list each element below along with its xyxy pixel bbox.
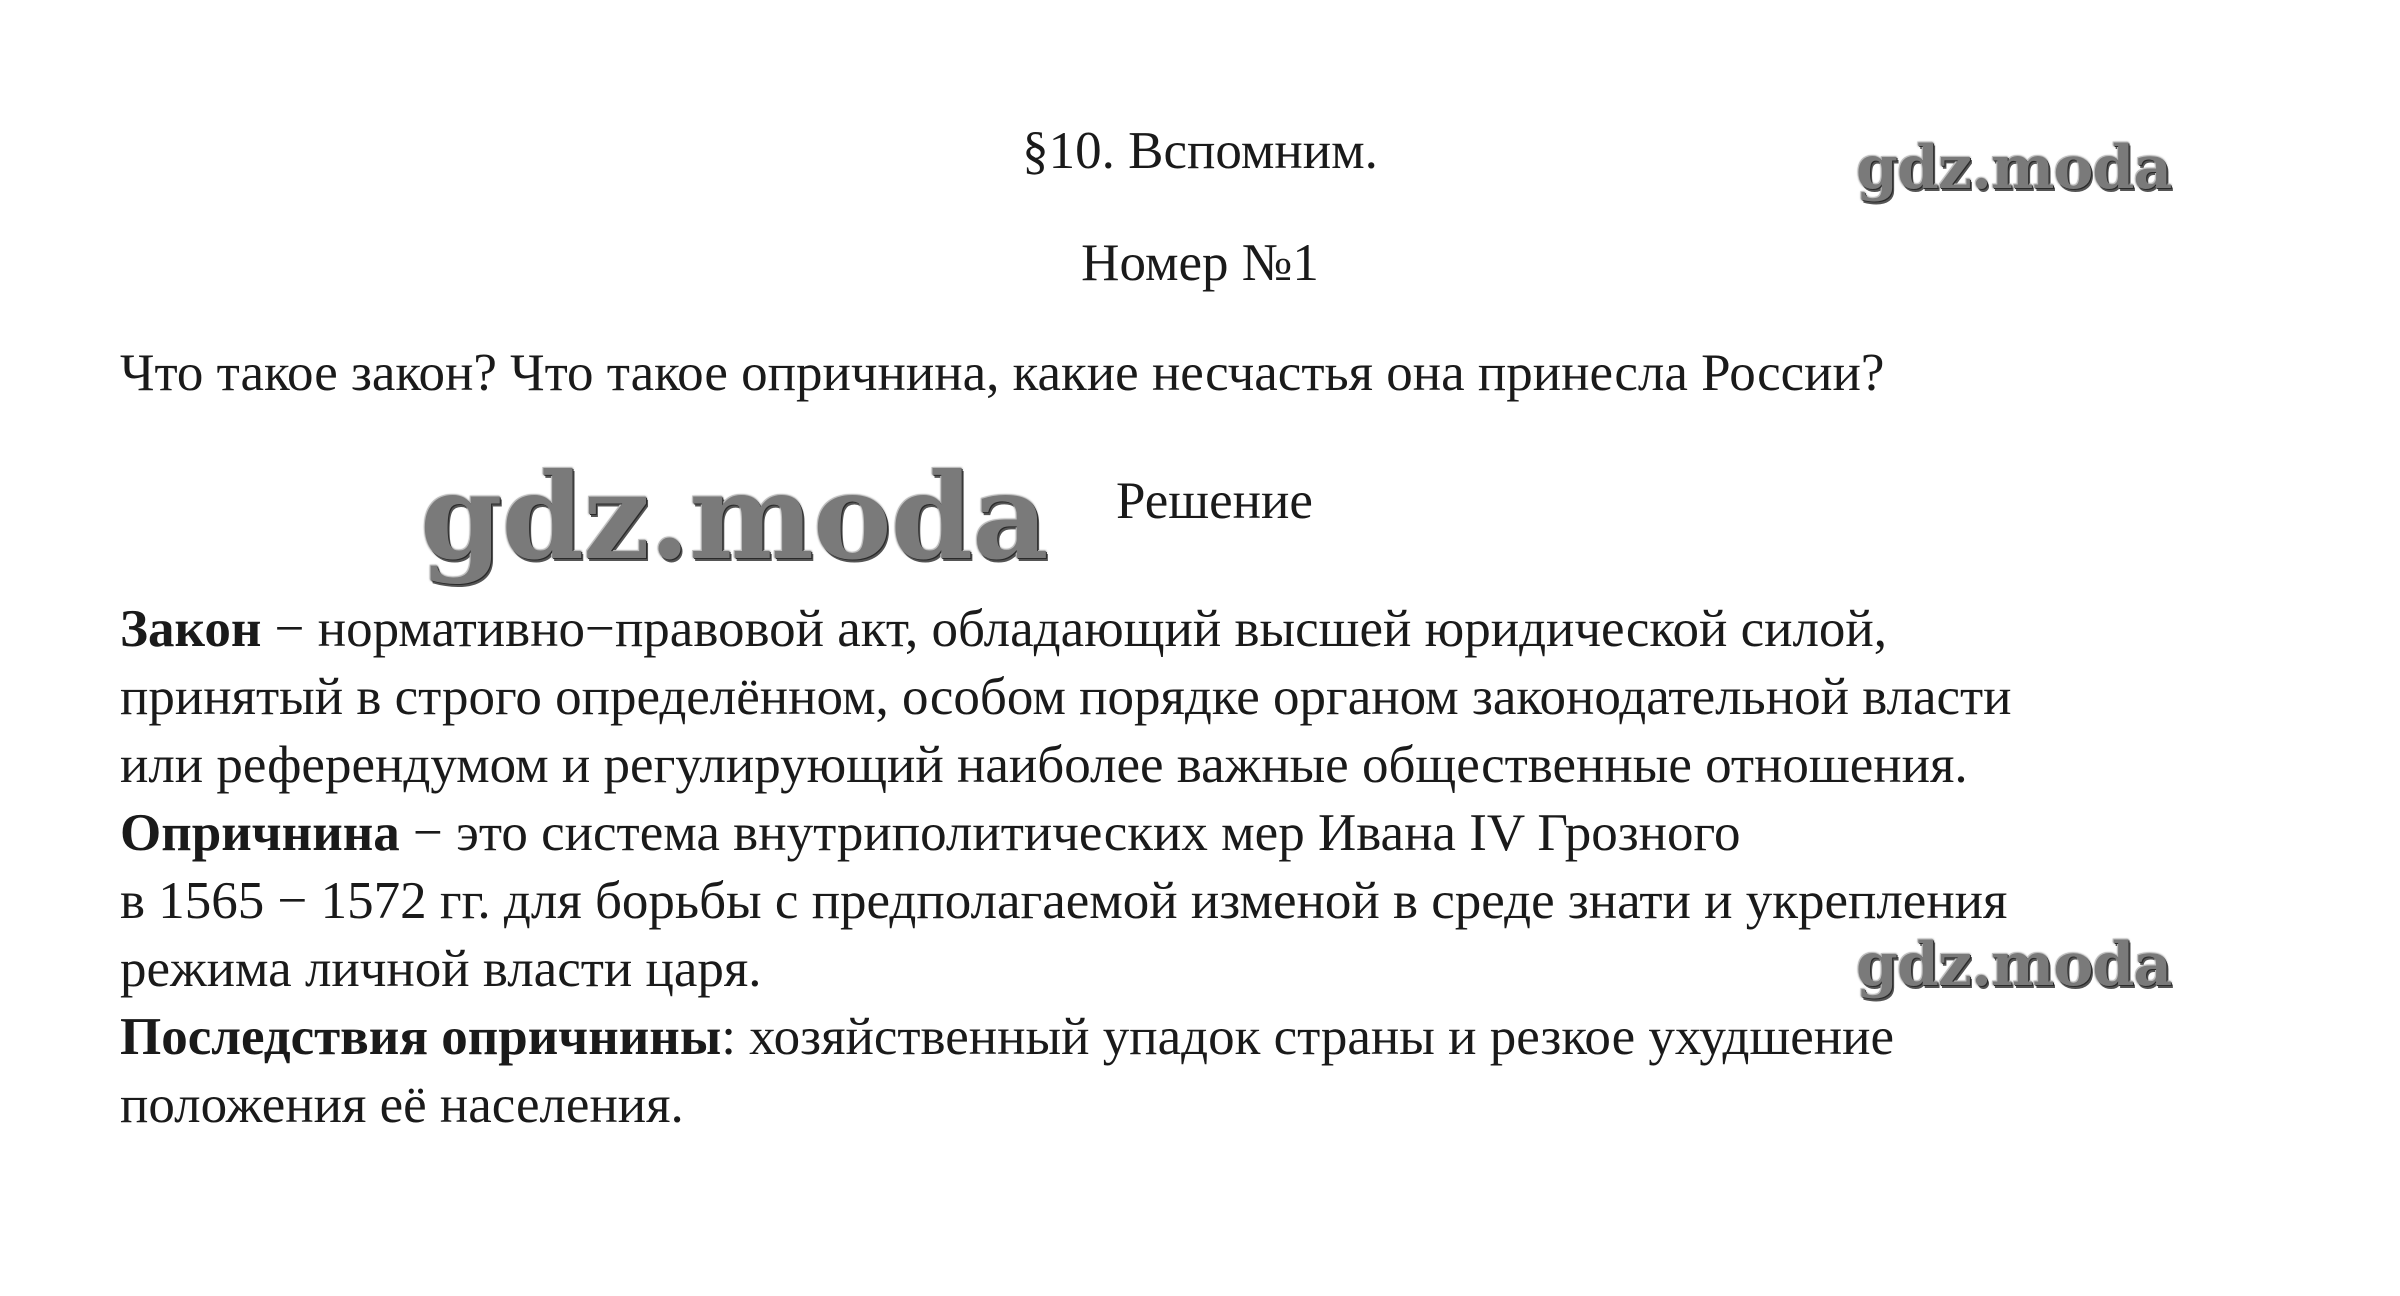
law-definition-line-3: или референдумом и регулирующий наиболее важные общественные отношения. [120, 736, 1968, 794]
oprichnina-term: Опричнина [120, 804, 400, 862]
law-text-1: − нормативно−правовой акт, обладающий высшей юридической силой, [261, 600, 1888, 658]
problem-number: Номер №1 [1081, 234, 1319, 292]
watermark-bottom-right: gdz.moda [1856, 930, 2172, 1000]
consequences-line-2: положения её населения. [120, 1076, 684, 1134]
oprichnina-definition-line-2: в 1565 − 1572 гг. для борьбы с предполагаемой изменой в среде знати и укрепления [120, 872, 2008, 930]
law-term: Закон [120, 600, 262, 658]
law-definition-line-1 [120, 596, 1887, 662]
solution-label: Решение [1116, 472, 1313, 530]
law-definition-line-2: принятый в строго определённом, особом порядке органом законодательной власти [120, 668, 2012, 726]
question-text: Что такое закон? Что такое опричнина, какие несчастья она принесла России? [120, 344, 1885, 402]
watermark-top-right: gdz.moda [1856, 133, 2172, 203]
oprichnina-definition-line-1 [120, 800, 1740, 866]
consequences-text-1: : хозяйственный упадок страны и резкое ухудшение [721, 1008, 1895, 1066]
oprichnina-text-1: − это система внутриполитических мер Ивана IV Грозного [399, 804, 1741, 862]
consequences-line-1 [120, 1004, 1894, 1070]
consequences-term: Последствия опричнины [120, 1008, 722, 1066]
watermark-center-large: gdz.moda [420, 447, 1048, 586]
section-title: §10. Вспомним. [1022, 122, 1378, 180]
oprichnina-definition-line-3: режима личной власти царя. [120, 940, 762, 998]
